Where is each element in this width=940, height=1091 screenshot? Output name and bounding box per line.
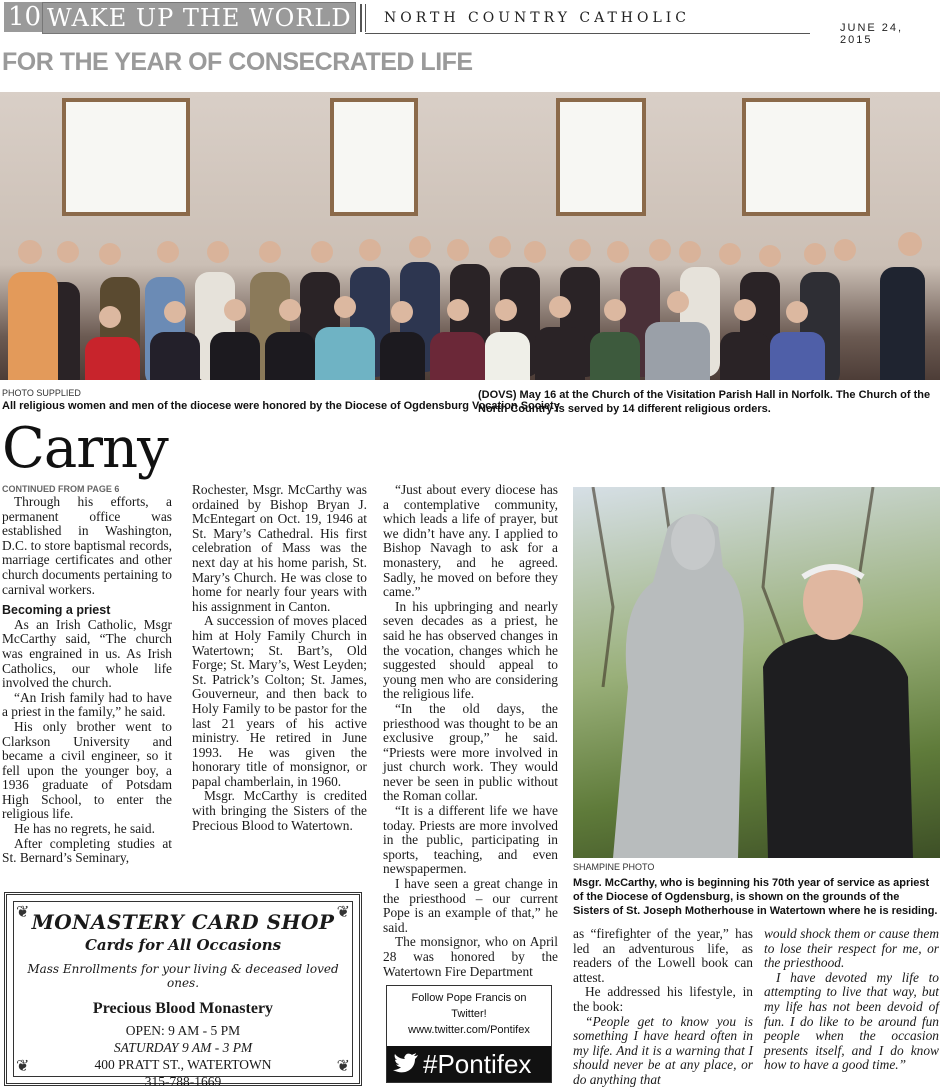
article-column-5: [764, 927, 939, 1073]
ad-hours: OPEN: 9 AM - 5 PM: [125, 1023, 241, 1038]
paragraph: “In the old days, the priesthood was thought to be an exclusive group,” he said. “Priests were more involved in just church work. They would never be seen in public without the Roman collar.: [383, 700, 558, 804]
paragraph: “An Irish family had to have a priest in the family,” he said.: [2, 689, 172, 720]
divider: [360, 4, 362, 32]
divider: [365, 4, 366, 32]
window: [330, 98, 418, 216]
article-column-1: [2, 495, 172, 866]
window: [556, 98, 646, 216]
paragraph: As an Irish Catholic, Msgr McCarthy said, “The church was engrained in us. As Irish Catholics, our whole life involved the church.: [2, 616, 172, 691]
paragraph: In his upbringing and nearly seven decades as a priest, he said he has observed changes in the vocation, changes which he suggested should appeal to young men who are considering the religious life.: [383, 598, 558, 702]
divider: [365, 33, 810, 34]
twitter-bird-icon: [393, 1052, 419, 1076]
window: [742, 98, 870, 216]
ad-name: Precious Blood Monastery: [92, 1000, 274, 1017]
paragraph: “It is a different life we have today. Priests are more involved in the public, participating in sports, teaching, and even newspapermen.: [383, 803, 558, 877]
msgr-photo: [573, 487, 940, 858]
group-photo: [0, 92, 940, 380]
issue-date: JUNE 24, 2015: [840, 22, 904, 46]
ad-address: 400 PRATT ST., WATERTOWN: [94, 1057, 272, 1072]
paragraph: After completing studies at St. Bernard’s Seminary,: [2, 835, 172, 866]
photo-caption: Msgr. McCarthy, who is beginning his 70th year of service as apriest of the Diocese of Ogdensburg, is shown on the grounds of the Sisters of St. Joseph Motherhouse in Watertown where he is residing.: [573, 877, 938, 917]
twitter-line-1: Follow Pope Francis on: [411, 992, 527, 1004]
ornament-icon: ❦: [16, 1058, 30, 1075]
statue-and-priest-illustration: [573, 487, 940, 858]
ornament-icon: ❦: [336, 1058, 350, 1075]
photo-caption-left: All religious women and men of the diocese were honored by the Diocese of Ogdensburg Vocation Society: [2, 400, 560, 412]
article-column-4: [573, 927, 753, 1088]
ad-border: [13, 901, 353, 1089]
article-headline: Carny: [2, 416, 168, 481]
photo-caption-right: (DOVS) May 16 at the Church of the Visitation Parish Hall in Norfolk. The Church of the North Country is served by 14 different religious orders.: [478, 389, 931, 415]
ad-phone: 315-788-1669: [144, 1074, 222, 1089]
paragraph: Rochester, Msgr. McCarthy was ordained by Bishop Bryan J. McEntegart on Oct. 19, 1946 at St. Mary’s Cathedral. His first celebration of Mass was the next day at his home parish, St. Mary’s Church. He was close to home for nearly four years with his assignment in Canton.: [192, 482, 367, 614]
subhead: Becoming a priest: [2, 603, 111, 618]
paragraph: Msgr. McCarthy is credited with bringing the Sisters of the Precious Blood to Watertown.: [192, 788, 367, 833]
window: [62, 98, 190, 216]
photo-credit: SHAMPINE PHOTO: [573, 862, 655, 872]
paragraph: He has no regrets, he said.: [14, 821, 155, 837]
page-number: 10: [4, 2, 45, 32]
monastery-ad: [4, 892, 362, 1089]
continued-from: CONTINUED FROM PAGE 6: [2, 484, 120, 494]
paragraph: He addressed his lifestyle, in the book:: [573, 984, 753, 1014]
hashtag[interactable]: #Pontifex: [423, 1049, 532, 1079]
masthead: [0, 0, 940, 46]
paragraph: The monsignor, who on April 28 was honored by the Watertown Fire Department: [383, 934, 558, 979]
paragraph: A succession of moves placed him at Holy Family Church in Watertown; St. Bart’s, Old Forge; St. Mary’s, West Leyden; St. Patrick’s Colton; St. James, Gouverneur, and then back to Holy Family to be pastor for the last 21 years of his active ministry. He retired in June 1993. He was given the honorary title of monsignor, or papal chamberlain, in 1960.: [192, 613, 367, 789]
twitter-line-2: Twitter!: [451, 1008, 487, 1020]
ad-tagline: Mass Enrollments for your living & deceased loved ones.: [27, 962, 339, 990]
paragraph: I have seen a great change in the priesthood – our current Pope is an example of that,” he said.: [383, 876, 558, 935]
hashtag-bar: [387, 1046, 551, 1082]
ad-subtitle: Cards for All Occasions: [84, 936, 282, 954]
paragraph: as “firefighter of the year,” has led an adventurous life, as readers of the Lowell book can attest.: [573, 926, 753, 985]
article-column-3: [383, 483, 558, 979]
twitter-url[interactable]: www.twitter.com/Pontifex: [408, 1024, 530, 1036]
twitter-promo: [386, 985, 552, 1083]
photo-credit: PHOTO SUPPLIED: [2, 388, 81, 398]
section-title: WAKE UP THE WORLD: [47, 4, 352, 32]
crowd-illustration: [0, 222, 940, 380]
paragraph: His only brother went to Clarkson University and became a civil engineer, so it fell upon the younger boy, a 1936 graduate of Potsdam High School, to enter the religious life.: [2, 718, 172, 822]
ornament-icon: ❦: [16, 904, 30, 921]
ad-title: MONASTERY CARD SHOP: [31, 910, 335, 934]
section-banner: [42, 2, 356, 34]
paragraph: “Just about every diocese has a contemplative community, which leads a life of prayer, but we didn’t have any. I applied to Bishop Navagh to ask for a monastery, and he agreed. Sadly, he moved on before they came.”: [383, 482, 558, 600]
quote-paragraph: I have devoted my life to attempting to live that way, but my life has not been devoid of fun. I do like to be around fun people when the occasion presents itself, and I do know how to have a good time.”: [764, 969, 939, 1073]
kicker: FOR THE YEAR OF CONSECRATED LIFE: [2, 48, 473, 76]
article-column-2: [192, 483, 367, 833]
ad-saturday-hours: SATURDAY 9 AM - 3 PM: [113, 1040, 253, 1055]
quote-paragraph: would shock them or cause them to lose their respect for me, or the priesthood.: [764, 926, 939, 971]
quote-paragraph: “People get to know you is something I have heard often in my life. And it is a warning that I should never be at any place, or do anything that: [573, 1013, 753, 1087]
paper-name: NORTH COUNTRY CATHOLIC: [384, 10, 691, 26]
paragraph: Through his efforts, a permanent office was established in Washington, D.C. to store baptismal records, marriage certificates and other church documents pertaining to carnival workers.: [2, 494, 172, 597]
ornament-icon: ❦: [336, 904, 350, 921]
